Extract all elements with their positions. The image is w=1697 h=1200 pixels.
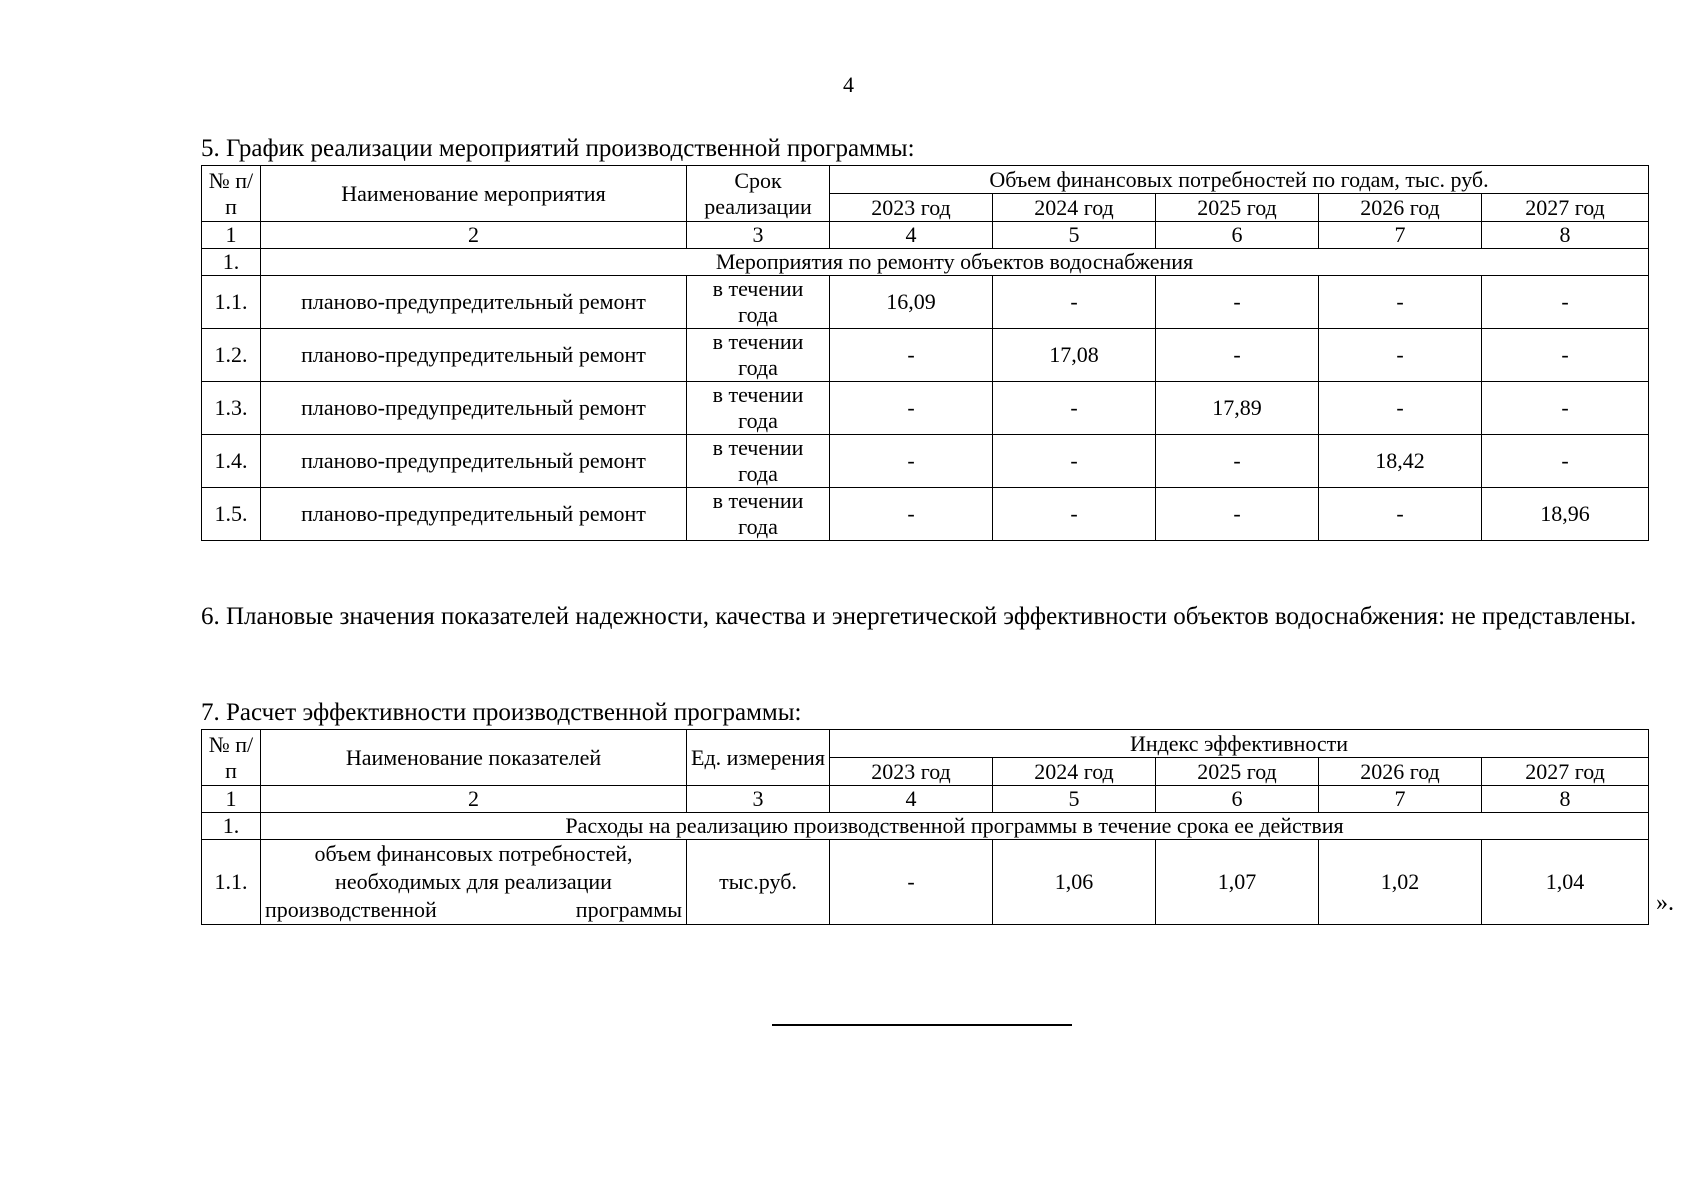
header-year: 2026 год <box>1319 758 1482 786</box>
table-row <box>202 840 1649 925</box>
group-num: 1. <box>202 813 261 840</box>
row-value: - <box>1319 276 1482 329</box>
row-num: 1.1. <box>202 840 261 925</box>
end-divider-line <box>772 1024 1072 1026</box>
row-value: - <box>1319 329 1482 382</box>
header-year: 2023 год <box>830 194 993 222</box>
column-number: 8 <box>1482 786 1649 813</box>
row-value: - <box>830 840 993 925</box>
column-numbers-row <box>202 222 1649 249</box>
row-name: планово-предупредительный ремонт <box>261 329 687 382</box>
column-number: 8 <box>1482 222 1649 249</box>
header-year: 2024 год <box>993 194 1156 222</box>
table-row <box>202 382 1649 435</box>
group-name: Мероприятия по ремонту объектов водоснабжения <box>261 249 1649 276</box>
column-number: 3 <box>687 222 830 249</box>
row-name: планово-предупредительный ремонт <box>261 435 687 488</box>
row-value: 17,89 <box>1156 382 1319 435</box>
table-header-row <box>202 730 1649 758</box>
row-term: в течении года <box>687 276 830 329</box>
row-value: - <box>830 382 993 435</box>
header-name: Наименование показателей <box>261 730 687 786</box>
row-value: - <box>993 488 1156 541</box>
row-value: 18,42 <box>1319 435 1482 488</box>
header-name: Наименование мероприятия <box>261 166 687 222</box>
column-number: 2 <box>261 222 687 249</box>
row-value: - <box>993 382 1156 435</box>
column-number: 2 <box>261 786 687 813</box>
header-year: 2027 год <box>1482 194 1649 222</box>
column-number: 7 <box>1319 222 1482 249</box>
row-value: 1,04 <box>1482 840 1649 925</box>
row-num: 1.1. <box>202 276 261 329</box>
table-row <box>202 329 1649 382</box>
table-row <box>202 276 1649 329</box>
header-term: Срок реализации <box>687 166 830 222</box>
row-value: 1,07 <box>1156 840 1319 925</box>
row-term: в течении года <box>687 329 830 382</box>
section-7-title: 7. Расчет эффективности производственной программы: <box>201 699 802 726</box>
column-numbers-row <box>202 786 1649 813</box>
row-value: - <box>1156 488 1319 541</box>
implementation-schedule-table <box>201 165 1649 541</box>
group-num: 1. <box>202 249 261 276</box>
row-value: - <box>830 488 993 541</box>
header-year: 2023 год <box>830 758 993 786</box>
header-year: 2025 год <box>1156 758 1319 786</box>
row-num: 1.4. <box>202 435 261 488</box>
column-number: 4 <box>830 222 993 249</box>
header-year: 2027 год <box>1482 758 1649 786</box>
header-year: 2024 год <box>993 758 1156 786</box>
row-name: планово-предупредительный ремонт <box>261 276 687 329</box>
column-number: 6 <box>1156 222 1319 249</box>
column-number: 1 <box>202 222 261 249</box>
row-term: в течении года <box>687 382 830 435</box>
row-term: в течении года <box>687 488 830 541</box>
group-row <box>202 813 1649 840</box>
header-volume: Объем финансовых потребностей по годам, тыс. руб. <box>830 166 1649 194</box>
row-value: - <box>1156 435 1319 488</box>
table-row <box>202 435 1649 488</box>
row-value: - <box>830 329 993 382</box>
row-num: 1.3. <box>202 382 261 435</box>
row-value: 1,06 <box>993 840 1156 925</box>
row-value: 18,96 <box>1482 488 1649 541</box>
row-value: - <box>830 435 993 488</box>
closing-quote-mark: ». <box>1656 890 1674 916</box>
group-row <box>202 249 1649 276</box>
header-unit: Ед. измерения <box>687 730 830 786</box>
column-number: 7 <box>1319 786 1482 813</box>
row-name: планово-предупредительный ремонт <box>261 382 687 435</box>
section-5-title: 5. График реализации мероприятий производственной программы: <box>201 135 915 162</box>
row-value: - <box>993 276 1156 329</box>
table-row <box>202 488 1649 541</box>
column-number: 5 <box>993 222 1156 249</box>
row-value: - <box>993 435 1156 488</box>
row-term: в течении года <box>687 435 830 488</box>
efficiency-calculation-table <box>201 729 1649 925</box>
header-num: № п/п <box>202 166 261 222</box>
row-value: 16,09 <box>830 276 993 329</box>
row-num: 1.2. <box>202 329 261 382</box>
header-year: 2025 год <box>1156 194 1319 222</box>
column-number: 4 <box>830 786 993 813</box>
row-num: 1.5. <box>202 488 261 541</box>
table-header-row <box>202 166 1649 194</box>
row-value: - <box>1319 382 1482 435</box>
column-number: 6 <box>1156 786 1319 813</box>
row-value: - <box>1156 329 1319 382</box>
section-6-text: 6. Плановые значения показателей надежности, качества и энергетической эффективности объектов водоснабжения: не представлены. <box>201 603 1637 630</box>
row-value: - <box>1482 435 1649 488</box>
row-unit: тыс.руб. <box>687 840 830 925</box>
row-value: - <box>1482 276 1649 329</box>
column-number: 5 <box>993 786 1156 813</box>
row-name: планово-предупредительный ремонт <box>261 488 687 541</box>
row-value: - <box>1156 276 1319 329</box>
header-index: Индекс эффективности <box>830 730 1649 758</box>
column-number: 3 <box>687 786 830 813</box>
group-name: Расходы на реализацию производственной программы в течение срока ее действия <box>261 813 1649 840</box>
row-value: 1,02 <box>1319 840 1482 925</box>
row-value: - <box>1319 488 1482 541</box>
page-number: 4 <box>843 72 854 97</box>
column-number: 1 <box>202 786 261 813</box>
row-value: - <box>1482 382 1649 435</box>
row-value: - <box>1482 329 1649 382</box>
header-num: № п/п <box>202 730 261 786</box>
row-name: объем финансовых потребностей, необходимых для реализации производственной программы <box>261 840 687 925</box>
row-value: 17,08 <box>993 329 1156 382</box>
header-year: 2026 год <box>1319 194 1482 222</box>
